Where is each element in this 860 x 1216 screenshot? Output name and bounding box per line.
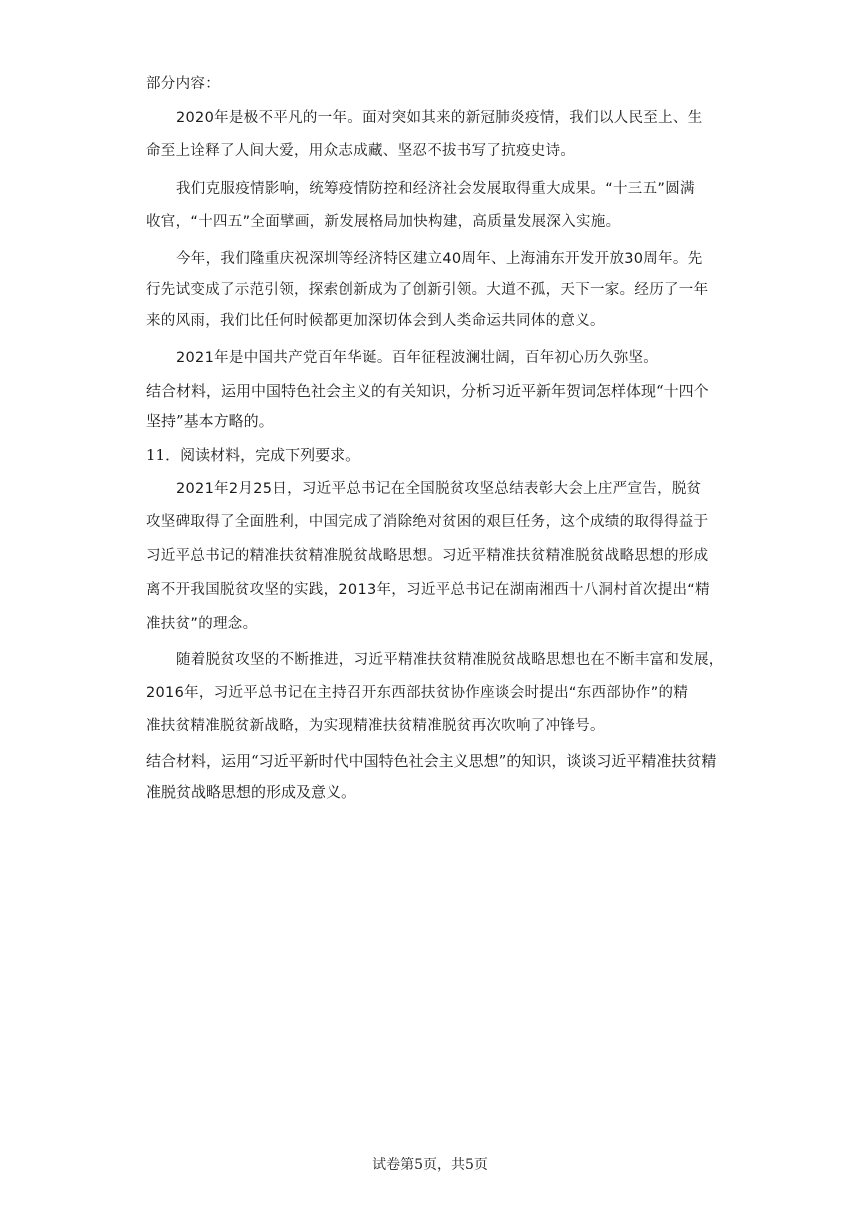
material-line: 来的风雨，我们比任何时候都更加深切体会到人类命运共同体的意义。 (146, 313, 605, 329)
material-line: 收官，“十四五”全面擘画，新发展格局加快构建，高质量发展深入实施。 (146, 214, 621, 230)
material-line: 2021年是中国共产党百年华诞。百年征程波澜壮阔，百年初心历久弥坚。 (176, 350, 659, 366)
material-header: 部分内容： (146, 76, 220, 92)
material-line: 2021年2月25日，习近平总书记在全国脱贫攻坚总结表彰大会上庄严宣告，脱贫 (176, 481, 702, 497)
question-10-prompt: 坚持”基本方略的。 (146, 412, 274, 430)
material-line: 2016年，习近平总书记在主持召开东西部扶贫协作座谈会时提出“东西部协作”的精 (146, 685, 689, 701)
material-line: 习近平总书记的精准扶贫精准脱贫战略思想。习近平精准扶贫精准脱贫战略思想的形成 (146, 548, 709, 564)
material-line: 2020年是极不平凡的一年。面对突如其来的新冠肺炎疫情，我们以人民至上、生 (176, 110, 703, 126)
question-10-prompt: 结合材料，运用中国特色社会主义的有关知识，分析习近平新年贺词怎样体现“十四个 (146, 382, 709, 400)
material-line: 随着脱贫攻坚的不断推进，习近平精准扶贫精准脱贫战略思想也在不断丰富和发展， (176, 652, 724, 668)
material-line: 准扶贫精准脱贫新战略，为实现精准扶贫精准脱贫再次吹响了冲锋号。 (146, 718, 605, 734)
material-line: 准扶贫”的理念。 (146, 616, 258, 632)
material-line: 离不开我国脱贫攻坚的实践，2013年，习近平总书记在湖南湘西十八洞村首次提出“精 (146, 582, 710, 598)
page-footer: 试卷第5页，共5页 (372, 1157, 488, 1173)
material-line: 攻坚碑取得了全面胜利，中国完成了消除绝对贫困的艰巨任务，这个成绩的取得得益于 (146, 514, 709, 530)
material-line: 我们克服疫情影响，统筹疫情防控和经济社会发展取得重大成果。“十三五”圆满 (176, 181, 695, 197)
material-line: 行先试变成了示范引领，探索创新成为了创新引领。大道不孤，天下一家。经历了一年 (146, 282, 709, 298)
question-11-prompt: 准脱贫战略思想的形成及意义。 (146, 783, 357, 801)
material-line: 今年，我们隆重庆祝深圳等经济特区建立40周年、上海浦东开发开放30周年。先 (176, 251, 703, 267)
question-11-title: 11．阅读材料，完成下列要求。 (146, 446, 361, 464)
material-line: 命至上诠释了人间大爱，用众志成藏、坚忍不拔书写了抗疫史诗。 (146, 143, 576, 159)
question-11-prompt: 结合材料，运用“习近平新时代中国特色社会主义思想”的知识，谈谈习近平精准扶贫精 (146, 752, 717, 770)
